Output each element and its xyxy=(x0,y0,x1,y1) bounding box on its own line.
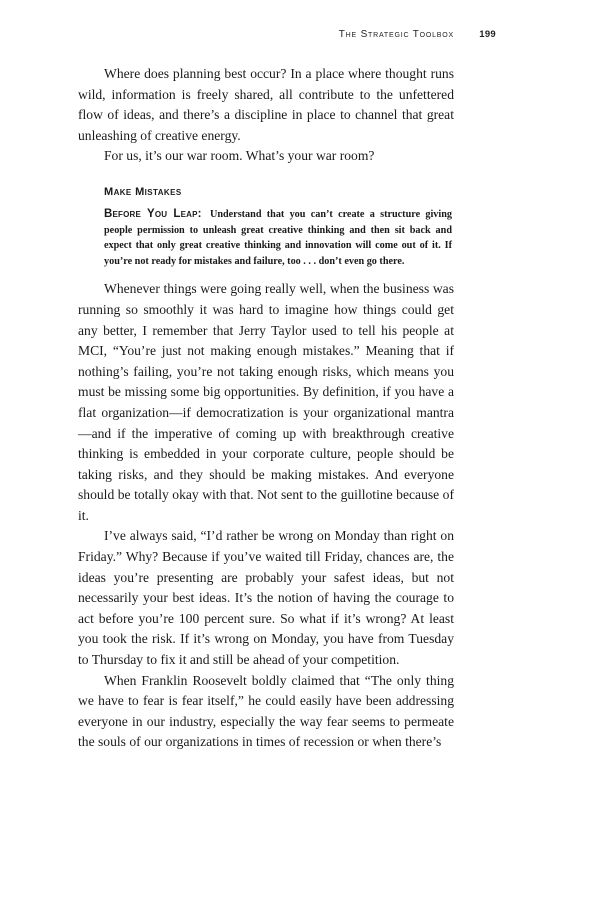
section-heading: Make Mistakes xyxy=(104,185,182,198)
running-header xyxy=(78,29,496,40)
paragraph-planning: Where does planning best occur? In a place where thought runs wild, information is freely shared, all contribute to the unfettered flow of ideas, and there’s a discipline in place to channel that great unleashing of creative energy. xyxy=(78,66,454,143)
paragraph-mistakes: Whenever things were going really well, when the business was running so smoothly it was hard to imagine how things could get any better, I remember that Jerry Taylor used to tell his people at MCI, “You’re just not making enough mistakes.” Meaning that if nothing’s failing, you’re not taking enough risks, which means you must be missing some big opportunities. By definition, if you have a flat organization—if democratization is your organizational mantra—and if the imperative of coming up with breakthrough creative thinking is embedded in your corporate culture, people should be taking risks, and they should be making mistakes. And everyone should be totally okay with that. Not sent to the guillotine because of it. xyxy=(78,281,454,523)
running-header-title: The Strategic Toolbox xyxy=(338,29,454,40)
paragraph-war-room: For us, it’s our war room. What’s your war room? xyxy=(104,148,375,164)
before-you-leap-callout xyxy=(104,207,452,269)
paragraph-monday-friday: I’ve always said, “I’d rather be wrong on Monday than right on Friday.” Why? Because if you’ve waited till Friday, chances are, the ideas you’re presenting are probably your safest ideas, but not necessarily your best ideas. It’s the notion of having the courage to act before you’re 100 percent sure. So what if it’s wrong? At least you took the risk. If it’s wrong on Monday, you have from Tuesday to Thursday to fix it and still be ahead of your competition. xyxy=(78,528,454,668)
page-body xyxy=(78,64,454,753)
page-number: 199 xyxy=(479,29,496,40)
before-you-leap-text: Understand that you can’t create a structure giving people permission to unleash great creative thinking and then sit back and expect that only great creative thinking and innovation will come out of it. If you’re not ready for mistakes and failure, too . . . don’t even go there. xyxy=(104,208,452,267)
before-you-leap-label: Before You Leap: xyxy=(104,207,202,220)
paragraph-roosevelt: When Franklin Roosevelt boldly claimed that “The only thing we have to fear is fear itself,” he could easily have been addressing everyone in our industry, especially the way fear seems to permeate the souls of our organizations in times of recession or when there’s xyxy=(78,672,454,750)
